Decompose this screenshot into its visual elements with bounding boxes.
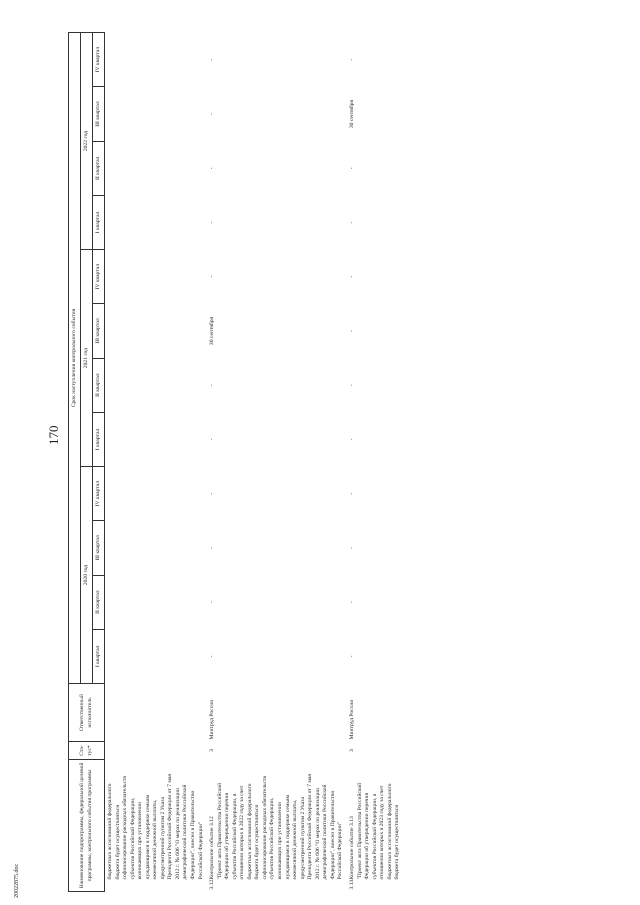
deadline-cell: - <box>209 113 216 115</box>
deadline-cell: - <box>348 384 355 387</box>
description-line: Российской Федерации" <box>197 821 204 880</box>
description-line: ежемесячной денежной выплаты, <box>152 799 159 880</box>
description-line: Контрольное событие 3.12 <box>209 816 216 880</box>
deadline-cell: - <box>209 546 216 549</box>
description-line: отношении которых в 2023 году за счет <box>379 785 386 880</box>
deadline-cell <box>105 412 208 466</box>
header-deadline: Срок наступления контрольного события <box>69 33 81 684</box>
deadline-cell: - <box>348 492 355 495</box>
row-number: 3.12. <box>209 878 216 890</box>
event-description <box>347 759 404 881</box>
responsible-cell: Минтруд России <box>209 699 216 740</box>
deadline-cell <box>105 629 208 683</box>
deadline-cell: - <box>209 58 216 61</box>
header-quarter: IV квартал <box>93 33 105 87</box>
status-cell <box>105 741 208 759</box>
responsible-cell: Минтруд России <box>348 699 355 740</box>
description-line: "Проект акта Правительства Российской <box>356 782 363 880</box>
header-name: Наименование подпрограммы, федеральной целевой программы, контрольного события программы <box>69 759 105 891</box>
description-line: Федерации", внесен в Правительство <box>329 790 336 880</box>
header-year-2021: 2021 год <box>81 250 93 467</box>
deadline-cell <box>105 141 208 195</box>
description-line: предусмотренной пунктом 2 Указа <box>159 797 166 880</box>
description-line: бюджетных ассигнований федерального <box>107 783 113 880</box>
description-line: Федерации об утверждении перечня <box>364 792 371 880</box>
header-quarter: I квартал <box>93 412 105 466</box>
deadline-cell: - <box>348 167 355 170</box>
header-quarter: I квартал <box>93 629 105 683</box>
deadline-cell: - <box>209 438 216 441</box>
description-line: субъектов Российской Федерации, <box>269 797 276 880</box>
deadline-cell <box>105 87 208 141</box>
control-events-table <box>68 32 404 892</box>
deadline-cell: - <box>209 655 216 658</box>
description-line: субъектов Российской Федерации, <box>129 797 136 880</box>
description-line: бюджета будет осуществляться <box>394 805 401 880</box>
status-cell: 3 <box>348 749 355 752</box>
deadline-cell: - <box>209 167 216 170</box>
table-row <box>207 33 347 892</box>
description-line: Федерации об утверждении перечня <box>224 792 231 880</box>
description-line: субъектов Российской Федерации, в <box>231 793 238 880</box>
deadline-cell <box>105 33 208 87</box>
event-description <box>207 759 347 881</box>
deadline-cell <box>105 358 208 412</box>
deadline-cell: - <box>348 221 355 224</box>
table-body <box>105 33 404 892</box>
deadline-cell: - <box>348 546 355 549</box>
row-number: 3.13. <box>348 878 355 890</box>
header-status: Ста-тус* <box>69 741 105 759</box>
page-number: 170 <box>46 425 61 445</box>
header-quarter: IV квартал <box>93 250 105 304</box>
header-quarter: IV квартал <box>93 467 105 521</box>
deadline-cell <box>105 304 208 358</box>
deadline-cell: 30 сентября <box>209 316 216 346</box>
description-line: софинансирование расходных обязательств <box>122 775 129 880</box>
header-quarter: II квартал <box>93 358 105 412</box>
description-line: 2012 г. № 606 "О мерах по реализации <box>174 788 181 880</box>
footer-doc-id: 20022875.doc <box>14 863 20 898</box>
deadline-cell: - <box>209 492 216 495</box>
deadline-cell: - <box>348 601 355 604</box>
header-quarter: III квартал <box>93 304 105 358</box>
deadline-cell: - <box>209 275 216 278</box>
rotated-table-sheet <box>68 32 558 892</box>
responsible-cell <box>105 683 208 741</box>
description-line: возникающих при установлении <box>277 802 284 880</box>
deadline-cell: - <box>348 58 355 61</box>
deadline-cell: 30 сентября <box>348 99 355 129</box>
description-line: бюджетных ассигнований федерального <box>246 783 253 880</box>
description-line: Контрольное событие 3.13 <box>348 816 355 880</box>
header-quarter: I квартал <box>93 195 105 249</box>
table-row <box>347 33 404 892</box>
description-line: демографической политики Российской <box>322 784 329 880</box>
description-line: субъектов Российской Федерации, в <box>371 793 378 880</box>
header-quarter: III квартал <box>93 521 105 575</box>
description-line: софинансирование расходных обязательств <box>261 775 268 880</box>
deadline-cell <box>105 195 208 249</box>
description-line: нуждающимся в поддержке семьям <box>284 794 291 880</box>
event-description <box>105 759 208 881</box>
description-line: ежемесячной денежной выплаты, <box>292 799 299 880</box>
description-line: бюджета будет осуществляться <box>254 805 261 880</box>
description-line: "Проект акта Правительства Российской <box>216 782 223 880</box>
description-line: Президента Российской Федерации от 7 мая <box>167 774 174 880</box>
header-year-2020: 2020 год <box>81 467 93 684</box>
description-line: демографической политики Российской <box>182 784 189 880</box>
deadline-cell <box>105 467 208 521</box>
deadline-cell <box>105 575 208 629</box>
description-line: возникающих при установлении <box>137 802 144 880</box>
description-line: бюджета будет осуществляться <box>114 805 121 880</box>
deadline-cell: - <box>209 384 216 387</box>
deadline-cell: - <box>209 221 216 224</box>
description-line: отношении которых в 2022 году за счет <box>239 785 246 880</box>
status-cell: 3 <box>209 749 216 752</box>
deadline-cell: - <box>348 438 355 441</box>
description-line: Президента Российской Федерации от 7 мая <box>307 774 314 880</box>
header-year-2022: 2022 год <box>81 33 93 250</box>
header-quarter: II квартал <box>93 141 105 195</box>
deadline-cell: - <box>348 655 355 658</box>
header-quarter: III квартал <box>93 87 105 141</box>
description-line: нуждающимся в поддержке семьям <box>144 794 151 880</box>
deadline-cell <box>105 250 208 304</box>
description-line: предусмотренной пунктом 2 Указа <box>299 797 306 880</box>
description-line: Федерации", внесен в Правительство <box>190 790 197 880</box>
row-number <box>105 882 208 892</box>
header-responsible: Ответственный исполнитель <box>69 683 105 741</box>
description-line: бюджетных ассигнований федерального <box>386 783 393 880</box>
deadline-cell: - <box>348 330 355 332</box>
deadline-cell <box>105 521 208 575</box>
header-quarter: II квартал <box>93 575 105 629</box>
deadline-cell: - <box>209 601 216 604</box>
description-line: 2012 г. № 606 "О мерах по реализации <box>314 788 321 880</box>
table-row <box>105 33 208 892</box>
description-line: Российской Федерации" <box>337 821 344 880</box>
deadline-cell: - <box>348 275 355 278</box>
